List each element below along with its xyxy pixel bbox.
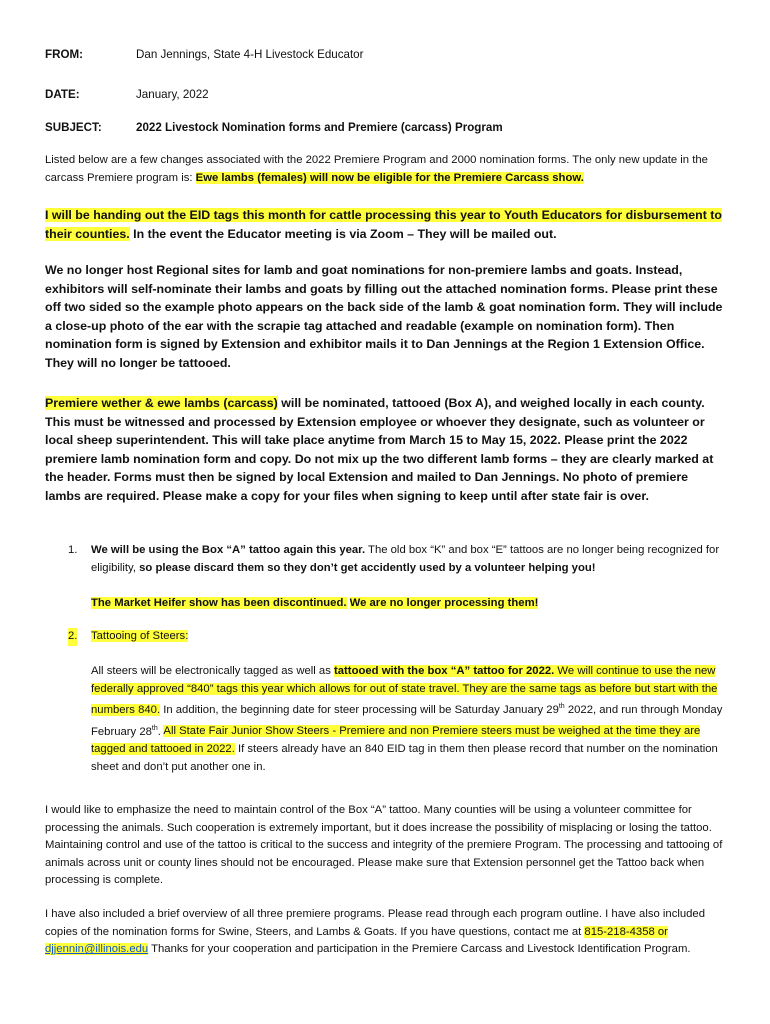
heifer-highlight-2: We are no longer processing them! xyxy=(349,597,539,609)
steers-start: All steers will be electronically tagged as well as xyxy=(91,665,334,677)
date-value: January, 2022 xyxy=(136,88,209,101)
item2-number: 2. xyxy=(68,628,77,646)
intro-text: Listed below are a few changes associated with the 2022 Premiere Program and 2000 nomination forms. The only new update in the carcass Premiere program is: xyxy=(45,154,708,184)
item1-number: 1. xyxy=(68,544,78,556)
subject-value: 2022 Livestock Nomination forms and Premiere (carcass) Program xyxy=(136,121,503,134)
subject-label: SUBJECT: xyxy=(45,121,102,134)
email-link[interactable]: djjennin@illinois.edu xyxy=(45,943,149,956)
premiere-text: will be nominated, tattooed (Box A), and weighed locally in each county. This must be witnessed and processed by Extension employee or whoever they designate, such as volunteer or local sheep superintendent. This will take place anytime from March 15 to May 15, 2022. Please print the 2022 premiere lamb nomination form and copy. Do not mix up the two different lamb forms – they are clearly marked at the header. Forms must then be signed by local Extension and mailed to Dan Jennings. No photo of premiere lambs are required. Please make a copy for your files when signing to keep until after state fair is over. xyxy=(45,396,714,503)
item1-text: The old box “K” and box “E” tattoos are no longer being recognized for eligibility, xyxy=(91,544,720,574)
item1-bold-end: so please discard them so they don’t get accidently used by a volunteer helping you! xyxy=(139,561,596,574)
premiere-highlight: Premiere wether & ewe lambs (carcass) xyxy=(45,396,278,410)
premiere-paragraph xyxy=(45,394,727,506)
from-label: FROM: xyxy=(45,48,83,61)
item1-body xyxy=(91,542,731,577)
steers-highlight: We will continue to use the new federally approved “840” tags this year which allows for out of state travel. They are the same tags as before but start with the numbers 840. xyxy=(91,665,718,716)
date-label: DATE: xyxy=(45,88,80,101)
steers-mid-3: . xyxy=(157,725,164,738)
item1-bold-start: We will be using the Box “A” tattoo again this year. xyxy=(91,544,366,556)
steers-mid: In addition, the beginning date for steer processing will be Saturday January 29 xyxy=(160,703,559,716)
regional-paragraph: We no longer host Regional sites for lamb and goat nominations for non-premiere lambs and goats. Instead, exhibitors will self-nominate their lambs and goats by filling out the attached nomination forms. Please print these off two sided so the example photo appears on the back side of the lamb & goat nomination form. They will include a close-up photo of the ear with the scrapie tag attached and readable (example on nomination form). Then nomination form is signed by Extension and exhibitor mails it to Dan Jennings at the Region 1 Extension Office. They will no longer be tattooed. xyxy=(45,263,723,370)
emphasis-paragraph: I would like to emphasize the need to maintain control of the Box “A” tattoo. Many counties will be using a volunteer committee for processing the animals. Such cooperation is extremely important, but it does increase the possibility of misplacing or losing the tattoo. Maintaining control and use of the tattoo is critical to the success and integrity of the premiere Program. The processing and tattooing of animals across unit or county lines should not be encouraged. Please make sure that Extension personnel get the Tattoo back when processing is complete. xyxy=(45,804,723,887)
steers-sup-2: th xyxy=(151,724,158,732)
closing-end: Thanks for your cooperation and participation in the Premiere Carcass and Livestock Identification Program. xyxy=(148,943,691,956)
contact-or: or xyxy=(654,925,668,938)
steers-highlight-2: All State Fair Junior Show Steers - Premiere and non Premiere steers must be weighed at the time they are tagged and tattooed in 2022. xyxy=(91,725,701,755)
eid-text: In the event the Educator meeting is via Zoom – They will be mailed out. xyxy=(129,226,557,241)
eid-paragraph xyxy=(45,206,727,243)
heifer-highlight-1: The Market Heifer show has been discontinued. xyxy=(91,597,347,609)
steers-sup-1: th xyxy=(558,703,565,711)
steers-body xyxy=(91,663,731,776)
intro-paragraph xyxy=(45,152,727,187)
phone-number: 815-218-4358 xyxy=(584,925,655,938)
steers-end: If steers already have an 840 EID tag in them then please record that number on the nomination sheet and don’t put another one in. xyxy=(91,742,718,773)
item2-title-wrap xyxy=(91,628,731,646)
eid-highlight: I will be handing out the EID tags this month for cattle processing this year to Youth Educators for disbursement to their counties. xyxy=(45,208,722,241)
item2-title: Tattooing of Steers: xyxy=(91,630,189,642)
from-value: Dan Jennings, State 4-H Livestock Educator xyxy=(136,48,364,61)
intro-highlight: Ewe lambs (females) will now be eligible for the Premiere Carcass show. xyxy=(195,171,584,184)
closing-text: I have also included a brief overview of all three premiere programs. Please read through each program outline. I have also included copies of the nomination forms for Swine, Steers, and Lambs & Goats. If you have questions, contact me at xyxy=(45,908,705,938)
steers-bold-highlight: tattooed with the box “A” tattoo for 2022. xyxy=(334,665,555,677)
closing-paragraph xyxy=(45,906,727,959)
heifer-body xyxy=(91,595,731,613)
steers-mid-2: 2022, and run through Monday February 28 xyxy=(91,703,723,738)
